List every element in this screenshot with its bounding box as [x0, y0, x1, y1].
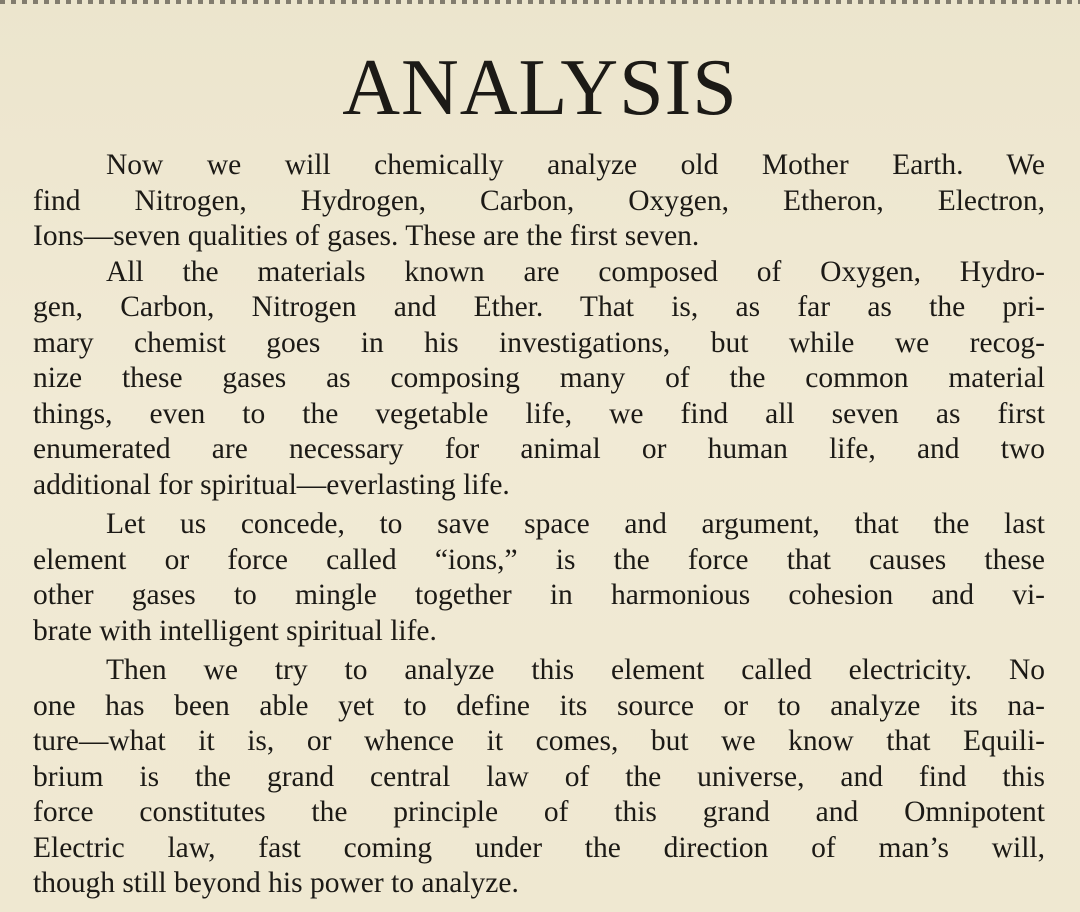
text-line: one has been able yet to define its source or to analyze its na-	[33, 689, 1045, 722]
text-line: element or force called “ions,” is the force that causes these	[33, 543, 1045, 576]
text-line: enumerated are necessary for animal or human life, and two	[33, 433, 1045, 465]
text-line: gen, Carbon, Nitrogen and Ether. That is, as far as the pri-	[33, 291, 1045, 323]
text-line: All the materials known are composed of Oxygen, Hydro-	[106, 255, 1045, 288]
text-line: Ions—seven qualities of gases. These are the first seven.	[33, 220, 700, 252]
text-line: additional for spiritual—everlasting life.	[33, 468, 510, 501]
page-title: ANALYSIS	[342, 44, 738, 132]
text-line: Now we will chemically analyze old Mother Earth. We	[106, 149, 1045, 181]
page-body	[33, 148, 1045, 902]
text-line: Let us concede, to save space and argument, that the last	[106, 508, 1045, 540]
text-line: find Nitrogen, Hydrogen, Carbon, Oxygen, Etheron, Electron,	[33, 184, 1045, 217]
text-line: other gases to mingle together in harmonious cohesion and vi-	[33, 579, 1045, 611]
paragraph-2	[33, 255, 1045, 504]
text-line: nize these gases as composing many of the common material	[33, 362, 1045, 394]
text-line: Electric law, fast coming under the direction of man’s will,	[33, 831, 1045, 864]
text-line: things, even to the vegetable life, we find all seven as first	[33, 397, 1045, 430]
paragraph-4	[33, 653, 1045, 902]
text-line: Then we try to analyze this element called electricity. No	[106, 654, 1045, 686]
previous-page-text-fragment	[0, 0, 1080, 4]
text-line: brium is the grand central law of the universe, and find this	[33, 760, 1045, 793]
text-line: though still beyond his power to analyze.	[33, 867, 519, 899]
paragraph-3	[33, 507, 1045, 649]
paragraph-1	[33, 148, 1045, 255]
text-line: mary chemist goes in his investigations, but while we recog-	[33, 326, 1045, 359]
text-line: ture—what it is, or whence it comes, but we know that Equili-	[33, 725, 1045, 757]
text-line: force constitutes the principle of this grand and Omnipotent	[33, 796, 1045, 828]
text-line: brate with intelligent spiritual life.	[33, 614, 437, 647]
